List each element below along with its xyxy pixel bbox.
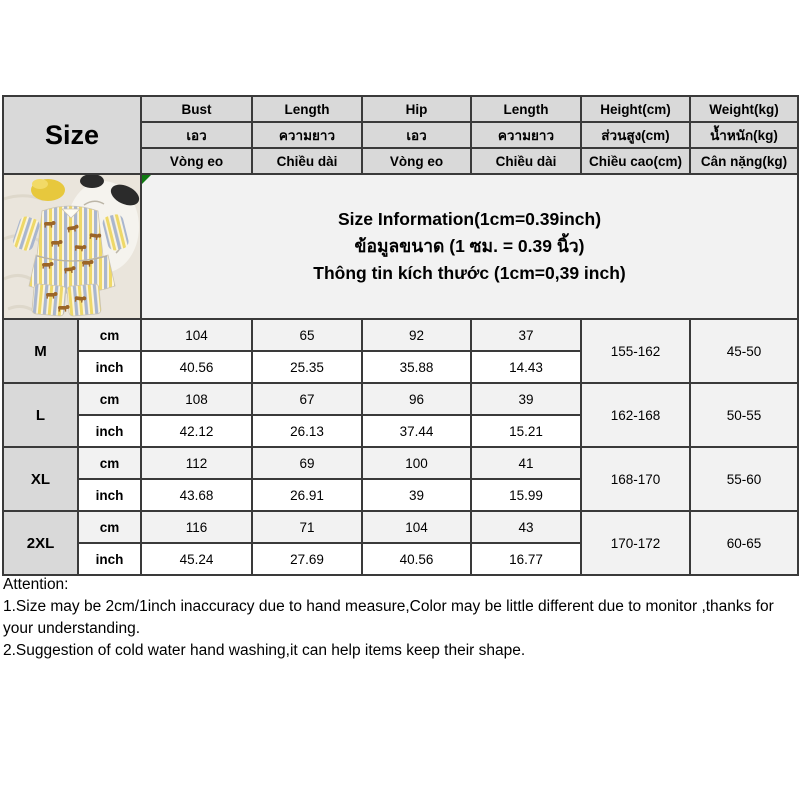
cell-l-length1-inch: 26.13 [252, 415, 362, 447]
unit-label-inch: inch [78, 543, 141, 575]
size-chart-sheet [2, 95, 799, 576]
cell-l-length2-cm: 39 [471, 383, 581, 415]
cell-2xl-hip-cm: 104 [362, 511, 471, 543]
cell-l-hip-inch: 37.44 [362, 415, 471, 447]
cell-xl-bust-cm: 112 [141, 447, 252, 479]
table-row [3, 96, 798, 122]
table-header [3, 96, 798, 174]
cell-2xl-height: 170-172 [581, 511, 690, 575]
cell-l-height: 162-168 [581, 383, 690, 447]
unit-label-inch: inch [78, 415, 141, 447]
cell-2xl-bust-cm: 116 [141, 511, 252, 543]
header-length2-th: ความยาว [471, 122, 581, 148]
size-label-m: M [3, 319, 78, 383]
page-title-th: ข้อมูลขนาด (1 ซม. = 0.39 นิ้ว) [354, 236, 585, 256]
header-hip-vi: Vòng eo [362, 148, 471, 174]
header-length2-en: Length [471, 96, 581, 122]
cell-2xl-bust-inch: 45.24 [141, 543, 252, 575]
cell-m-hip-cm: 92 [362, 319, 471, 351]
table-row [3, 174, 798, 319]
cell-2xl-length2-inch: 16.77 [471, 543, 581, 575]
cell-m-bust-inch: 40.56 [141, 351, 252, 383]
header-weight-th: น้ำหนัก(kg) [690, 122, 798, 148]
cell-xl-weight: 55-60 [690, 447, 798, 511]
cell-xl-bust-inch: 43.68 [141, 479, 252, 511]
cell-xl-height: 168-170 [581, 447, 690, 511]
cell-l-bust-cm: 108 [141, 383, 252, 415]
header-length2-vi: Chiều dài [471, 148, 581, 174]
header-weight-en: Weight(kg) [690, 96, 798, 122]
cell-xl-length2-inch: 15.99 [471, 479, 581, 511]
page-title-en: Size Information(1cm=0.39inch) [337, 209, 602, 229]
size-label-2xl: 2XL [3, 511, 78, 575]
attention-note [3, 574, 791, 662]
product-photo [4, 175, 141, 318]
size-corner-header: Size [3, 96, 141, 174]
cell-l-bust-inch: 42.12 [141, 415, 252, 447]
header-length1-th: ความยาว [252, 122, 362, 148]
cell-2xl-weight: 60-65 [690, 511, 798, 575]
attention-item-2: 2.Suggestion of cold water hand washing,it can help items keep their shape. [3, 642, 526, 659]
header-bust-en: Bust [141, 96, 252, 122]
header-height-vi: Chiều cao(cm) [581, 148, 690, 174]
unit-label-inch: inch [78, 351, 141, 383]
cell-xl-length2-cm: 41 [471, 447, 581, 479]
cell-l-weight: 50-55 [690, 383, 798, 447]
cell-l-hip-cm: 96 [362, 383, 471, 415]
cell-2xl-length1-cm: 71 [252, 511, 362, 543]
title-cell [141, 174, 798, 319]
cell-2xl-length1-inch: 27.69 [252, 543, 362, 575]
cell-corner-marker-icon [142, 175, 151, 184]
header-bust-th: เอว [141, 122, 252, 148]
header-weight-vi: Cân nặng(kg) [690, 148, 798, 174]
header-height-en: Height(cm) [581, 96, 690, 122]
cell-m-height: 155-162 [581, 319, 690, 383]
cell-m-length2-inch: 14.43 [471, 351, 581, 383]
cell-m-length1-inch: 25.35 [252, 351, 362, 383]
attention-heading: Attention: [3, 576, 69, 593]
cell-xl-hip-inch: 39 [362, 479, 471, 511]
header-hip-th: เอว [362, 122, 471, 148]
table-row [3, 319, 798, 351]
unit-label-cm: cm [78, 511, 141, 543]
cell-m-bust-cm: 104 [141, 319, 252, 351]
header-height-th: ส่วนสูง(cm) [581, 122, 690, 148]
cell-xl-length1-cm: 69 [252, 447, 362, 479]
unit-label-cm: cm [78, 383, 141, 415]
cell-m-length1-cm: 65 [252, 319, 362, 351]
header-length1-en: Length [252, 96, 362, 122]
page-title-vi: Thông tin kích thước (1cm=0,39 inch) [313, 263, 626, 283]
size-label-xl: XL [3, 447, 78, 511]
cell-l-length1-cm: 67 [252, 383, 362, 415]
cell-xl-length1-inch: 26.91 [252, 479, 362, 511]
size-table [2, 95, 799, 576]
product-photo-cell [3, 174, 141, 319]
table-row [3, 511, 798, 543]
size-label-l: L [3, 383, 78, 447]
header-bust-vi: Vòng eo [141, 148, 252, 174]
cell-m-length2-cm: 37 [471, 319, 581, 351]
header-length1-vi: Chiều dài [252, 148, 362, 174]
cell-xl-hip-cm: 100 [362, 447, 471, 479]
unit-label-inch: inch [78, 479, 141, 511]
unit-label-cm: cm [78, 319, 141, 351]
cell-2xl-hip-inch: 40.56 [362, 543, 471, 575]
cell-2xl-length2-cm: 43 [471, 511, 581, 543]
table-row [3, 383, 798, 415]
attention-item-1: 1.Size may be 2cm/1inch inaccuracy due to hand measure,Color may be little different due to monitor ,thanks for your understanding. [3, 598, 774, 637]
table-body [3, 319, 798, 575]
cell-l-length2-inch: 15.21 [471, 415, 581, 447]
header-hip-en: Hip [362, 96, 471, 122]
table-row [3, 447, 798, 479]
cell-m-weight: 45-50 [690, 319, 798, 383]
cell-m-hip-inch: 35.88 [362, 351, 471, 383]
unit-label-cm: cm [78, 447, 141, 479]
